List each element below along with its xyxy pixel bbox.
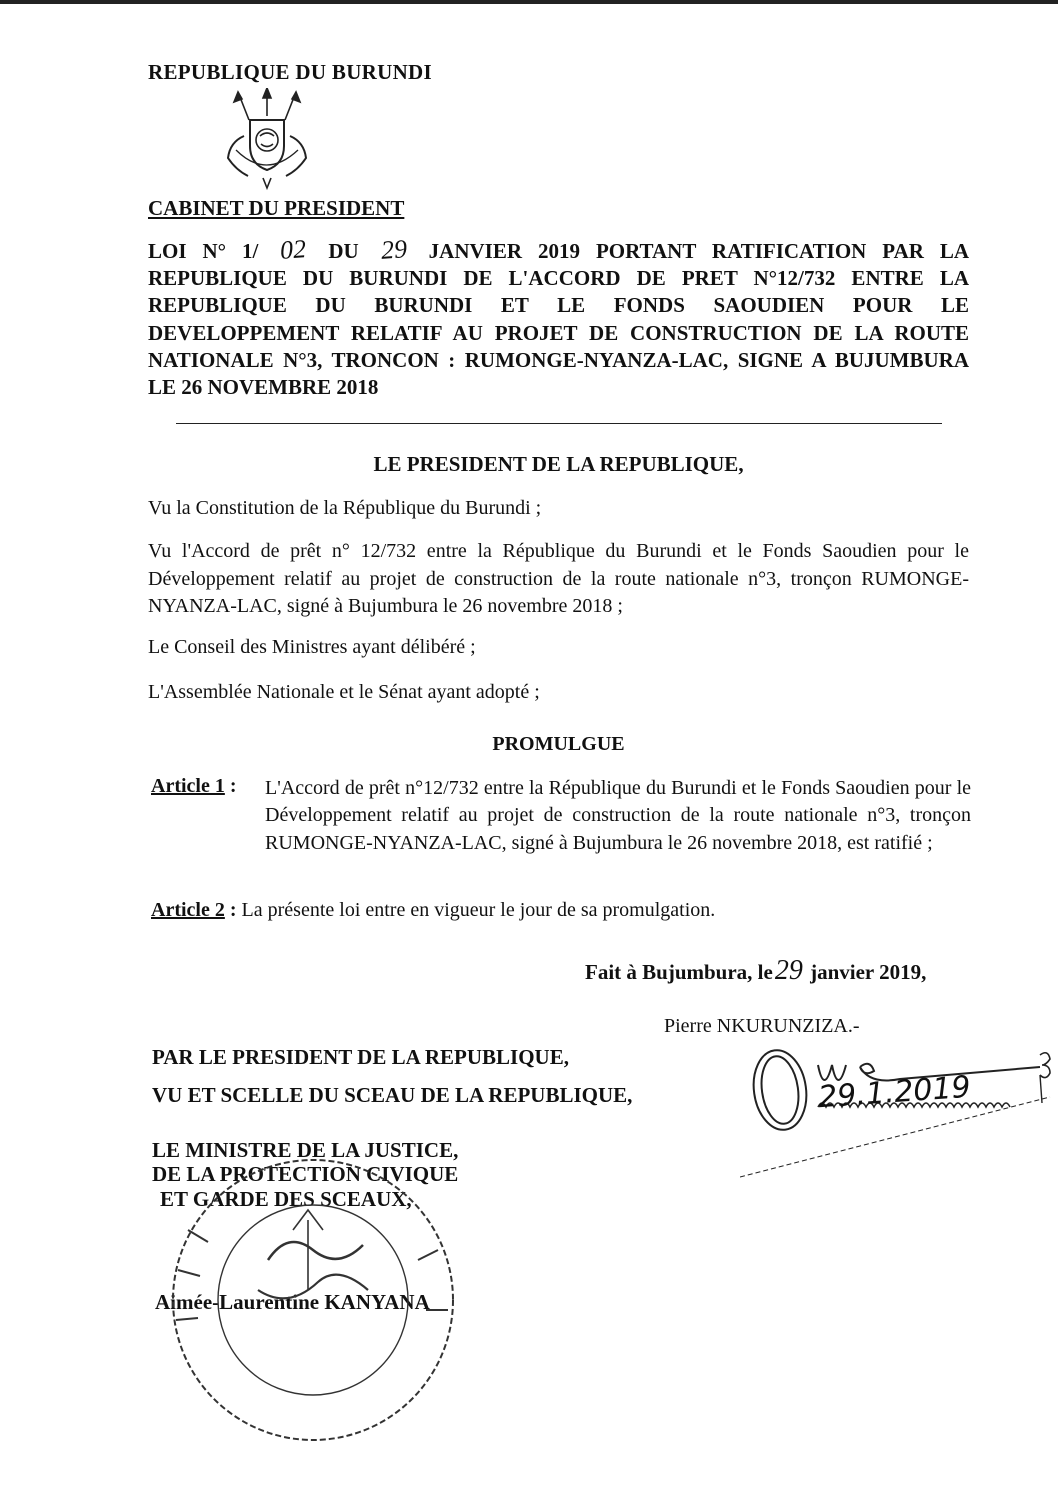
burundi-coat-of-arms-icon [214, 88, 320, 192]
president-heading: LE PRESIDENT DE LA REPUBLIQUE, [373, 452, 744, 476]
cabinet-heading: CABINET DU PRESIDENT [148, 196, 405, 220]
fait-day-handwritten: 29 [774, 955, 803, 986]
fait-prefix: Fait à Bujumbura, le [585, 960, 773, 984]
consideration-conseil: Le Conseil des Ministres ayant délibéré ; [148, 636, 476, 658]
fait-a-bujumbura [585, 955, 926, 987]
president-signature-icon [740, 1045, 1058, 1180]
president-name: Pierre NKURUNZIZA.- [664, 1015, 860, 1037]
law-title [148, 236, 969, 401]
law-title-rest: JANVIER 2019 PORTANT RATIFICATION PAR LA REPUBLIQUE DU BURUNDI DE L'ACCORD DE PRET N°12/732 ENTRE LA REPUBLIQUE DU BURUNDI ET LE FONDS SAOUDIEN POUR LE DEVELOPPEMENT RELATIF AU PROJET DE CONSTRUCTION DE LA ROUTE NATIONALE N°3, TRONCON : RUMONGE-NYANZA-LAC, SIGNE A BUJUMBURA LE 26 NOVEMBRE 2018 [148, 239, 970, 400]
minister-name: Aimée-Laurentine KANYANA [155, 1290, 430, 1314]
republic-heading: REPUBLIQUE DU BURUNDI [148, 60, 432, 84]
consideration-assemblee: L'Assemblée Nationale et le Sénat ayant adopté ; [148, 681, 540, 703]
article-2-text: La présente loi entre en vigueur le jour de sa promulgation. [241, 899, 716, 921]
article-1-text: L'Accord de prêt n°12/732 entre la République du Burundi et le Fonds Saoudien pour le Développement relatif au projet de construction de la route nationale n°3, tronçon RUMONGE-NYANZA-LAC, signé à Bujumbura le 26 novembre 2018, est ratifié ; [265, 777, 971, 854]
article-1-label: Article 1 [151, 775, 225, 797]
article-1-label-group [151, 775, 237, 798]
consideration-constitution: Vu la Constitution de la République du Burundi ; [148, 497, 542, 519]
article-2-sep: : [224, 899, 242, 921]
vu-et-scelle: VU ET SCELLE DU SCEAU DE LA REPUBLIQUE, [152, 1083, 633, 1107]
par-le-president: PAR LE PRESIDENT DE LA REPUBLIQUE, [152, 1045, 569, 1069]
article-2 [151, 897, 971, 924]
promulgue-heading: PROMULGUE [492, 733, 625, 755]
fait-suffix: janvier 2019, [810, 960, 927, 984]
minister-title-line-3: ET GARDE DES SCEAUX, [160, 1187, 412, 1211]
consideration-accord: Vu l'Accord de prêt n° 12/732 entre la République du Burundi et le Fonds Saoudien pour le Développement relatif au projet de construction de la route nationale n°3, tronçon RUMONGE-NYANZA-LAC, signé à Bujumbura le 26 novembre 2018 ; [148, 540, 969, 617]
law-number-handwritten: 02 [279, 234, 308, 265]
republic-seal-stamp-icon [148, 1150, 488, 1450]
law-day-handwritten: 29 [379, 234, 408, 265]
article-2-label: Article 2 [151, 899, 225, 921]
handwritten-date: 29.1.2019 [816, 1069, 972, 1116]
title-separator [176, 423, 942, 424]
article-1-sep: : [224, 775, 237, 797]
law-title-du: DU [328, 239, 359, 263]
minister-title-line-2: DE LA PROTECTION CIVIQUE [152, 1162, 459, 1186]
minister-title-line-1: LE MINISTRE DE LA JUSTICE, [152, 1138, 459, 1162]
law-title-prefix: LOI N° 1/ [148, 239, 259, 263]
page-top-border [0, 0, 1058, 4]
